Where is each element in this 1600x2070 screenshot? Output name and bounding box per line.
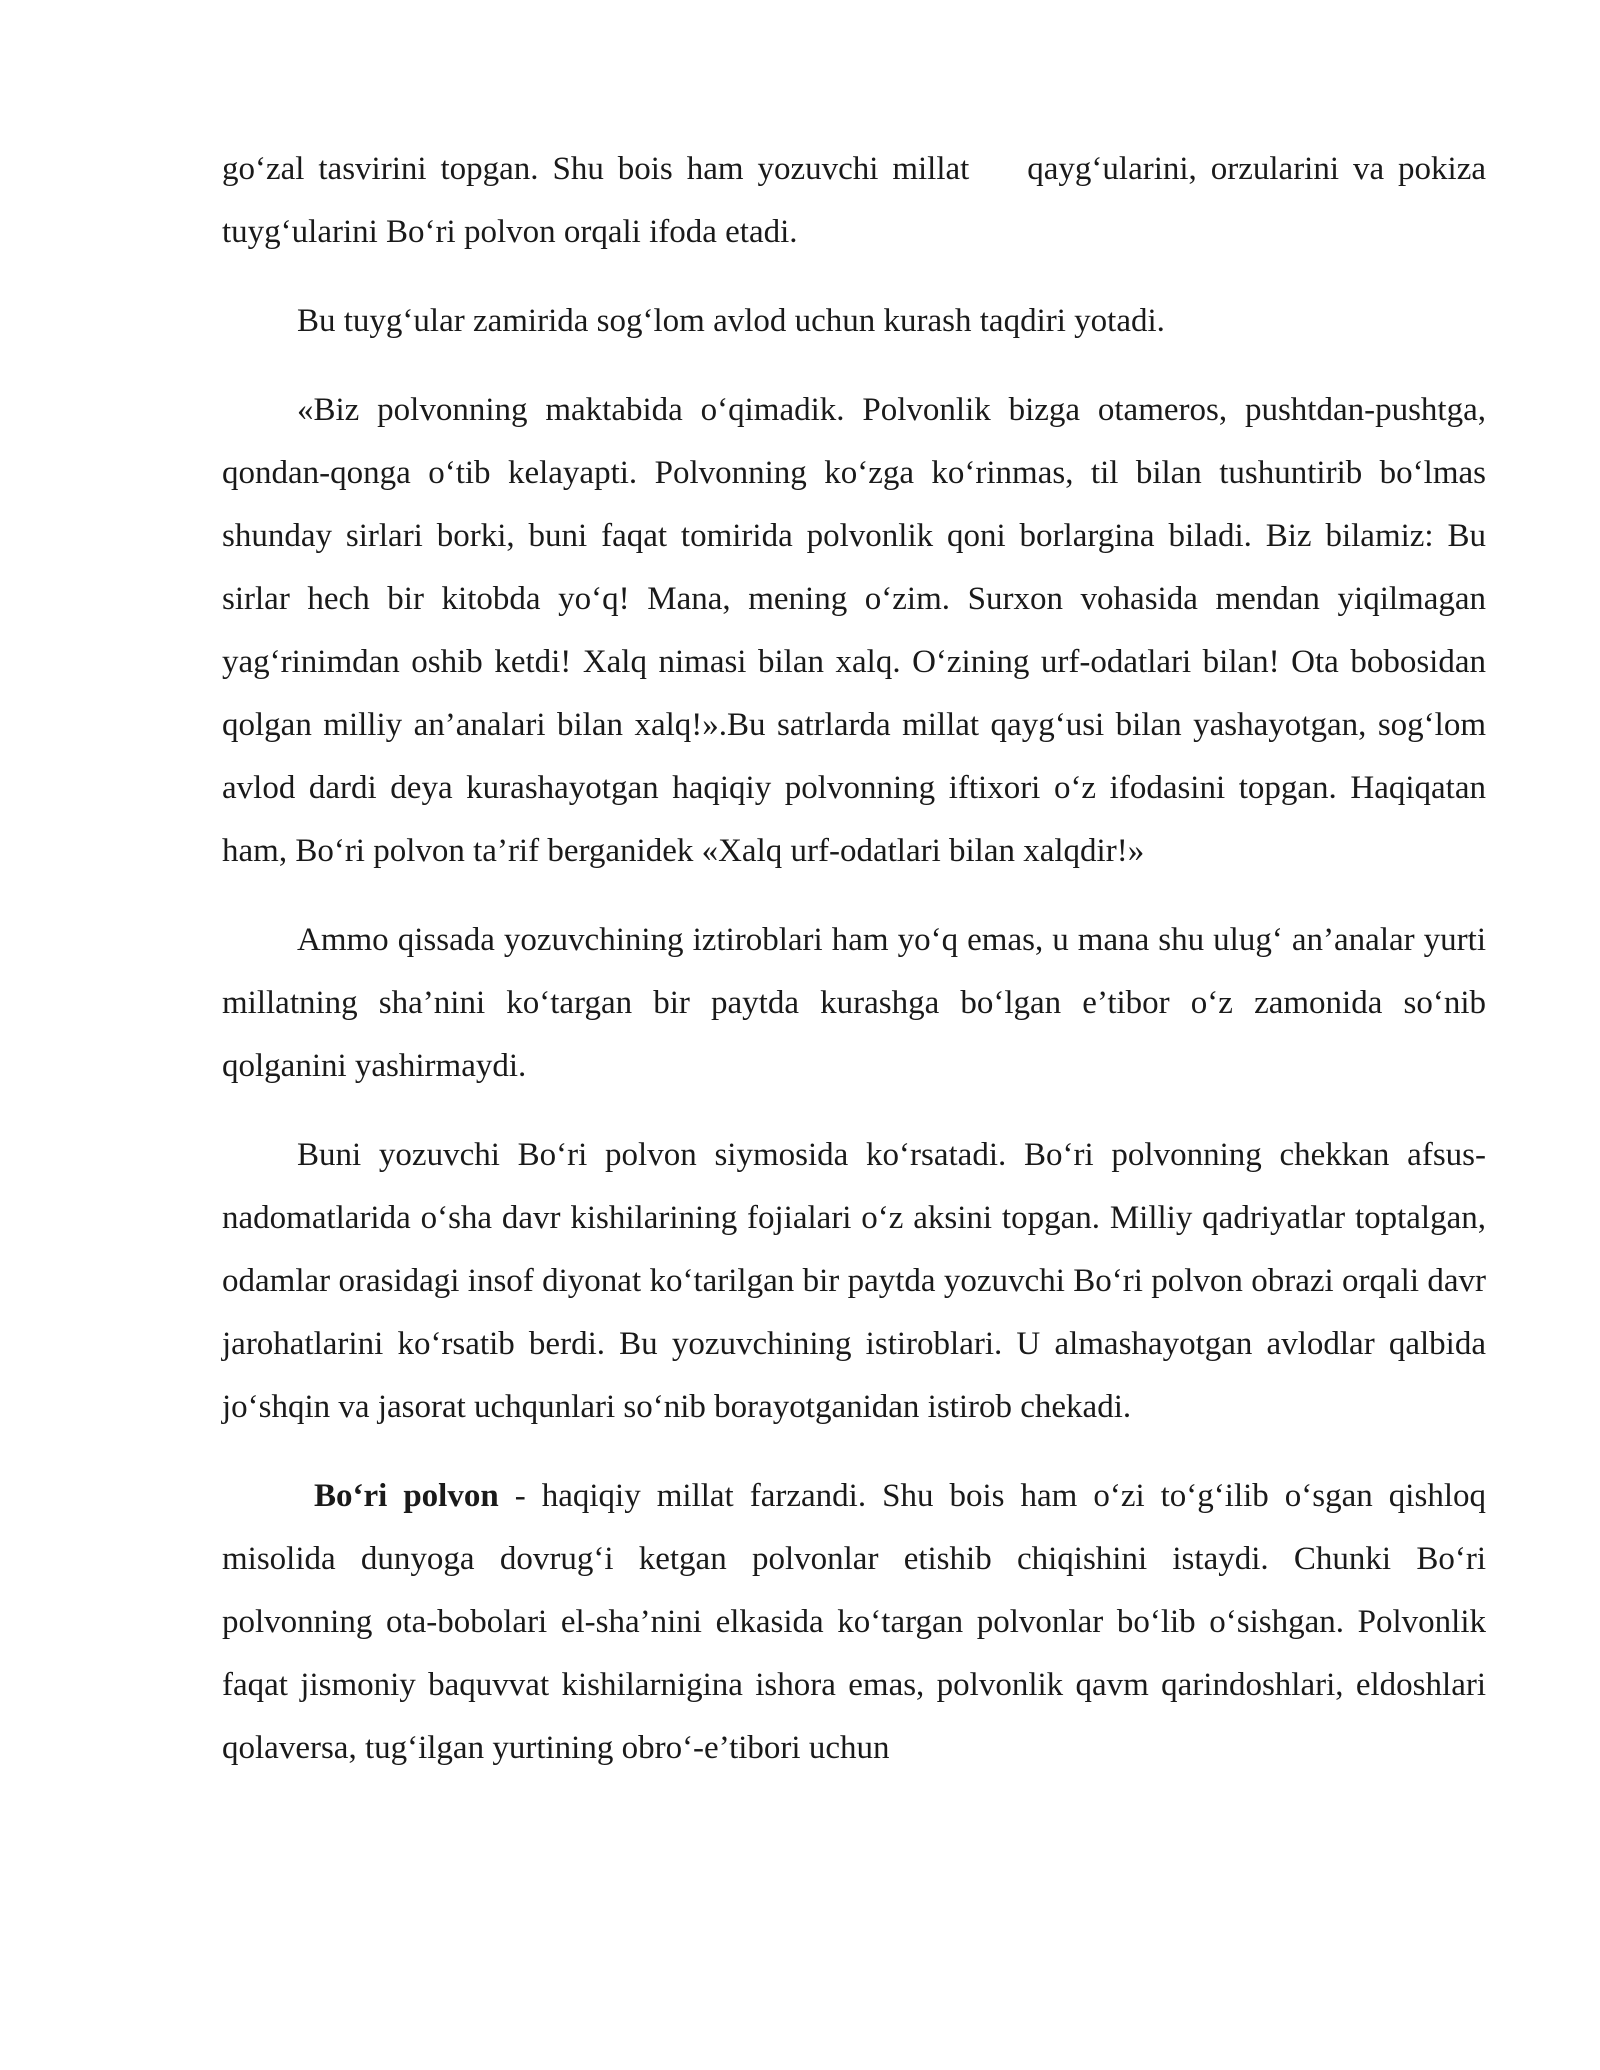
paragraph-1-text-b: qayg‘ularini, orzularini va pokiza tuyg‘ularini Bo‘ri polvon orqali ifoda etadi. (222, 151, 1486, 250)
paragraph-6-bold-term: Bo‘ri polvon (314, 1478, 499, 1514)
paragraph-5-text: Buni yozuvchi Bo‘ri polvon siymosida ko‘rsatadi. Bo‘ri polvonning chekkan afsus-nadomatlarida o‘sha davr kishilarining fojialari o‘z aksini topgan. Milliy qadriyatlar toptalgan, odamlar orasidagi insof diyonat ko‘tarilgan bir paytda yozuvchi Bo‘ri polvon obrazi orqali davr jarohatlarini ko‘rsatib berdi. Bu yozuvchining istiroblari. U almashayotgan avlodlar qalbida jo‘shqin va jasorat uchqunlari so‘nib borayotganidan istirob chekadi. (222, 1137, 1486, 1425)
document-page (222, 138, 1486, 1806)
paragraph-3-quote (222, 379, 1486, 883)
paragraph-5 (222, 1124, 1486, 1439)
paragraph-1-text-a: go‘zal tasvirini topgan. Shu bois ham yozuvchi millat (222, 151, 970, 187)
paragraph-2 (222, 290, 1486, 353)
paragraph-3-text: «Biz polvonning maktabida o‘qimadik. Polvonlik bizga otameros, pushtdan-pushtga, qondan-qonga o‘tib kelayapti. Polvonning ko‘zga ko‘rinmas, til bilan tushuntirib bo‘lmas shunday sirlari borki, buni faqat tomirida polvonlik qoni borlargina biladi. Biz bilamiz: Bu sirlar hech bir kitobda yo‘q! Mana, mening o‘zim. Surxon vohasida mendan yiqilmagan yag‘rinimdan oshib ketdi! Xalq nimasi bilan xalq. O‘zining urf-odatlari bilan! Ota bobosidan qolgan milliy an’analari bilan xalq!».Bu satrlarda millat qayg‘usi bilan yashayotgan, sog‘lom avlod dardi deya kurashayotgan haqiqiy polvonning iftixori o‘z ifodasini topgan. Haqiqatan ham, Bo‘ri polvon ta’rif berganidek «Xalq urf-odatlari bilan xalqdir!» (222, 392, 1486, 869)
paragraph-6 (222, 1465, 1486, 1780)
paragraph-1 (222, 138, 1486, 264)
paragraph-2-text: Bu tuyg‘ular zamirida sog‘lom avlod uchun kurash taqdiri yotadi. (297, 303, 1165, 339)
paragraph-4-text: Ammo qissada yozuvchining iztiroblari ham yo‘q emas, u mana shu ulug‘ an’analar yurti millatning sha’nini ko‘targan bir paytda kurashga bo‘lgan e’tibor o‘z zamonida so‘nib qolganini yashirmaydi. (222, 922, 1486, 1084)
paragraph-4 (222, 909, 1486, 1098)
paragraph-6-text: - haqiqiy millat farzandi. Shu bois ham o‘zi to‘g‘ilib o‘sgan qishloq misolida dunyoga dovrug‘i ketgan polvonlar etishib chiqishini istaydi. Chunki Bo‘ri polvonning ota-bobolari el-sha’nini elkasida ko‘targan polvonlar bo‘lib o‘sishgan. Polvonlik faqat jismoniy baquvvat kishilarnigina ishora emas, polvonlik qavm qarindoshlari, eldoshlari qolaversa, tug‘ilgan yurtining obro‘-e’tibori uchun (222, 1478, 1486, 1766)
